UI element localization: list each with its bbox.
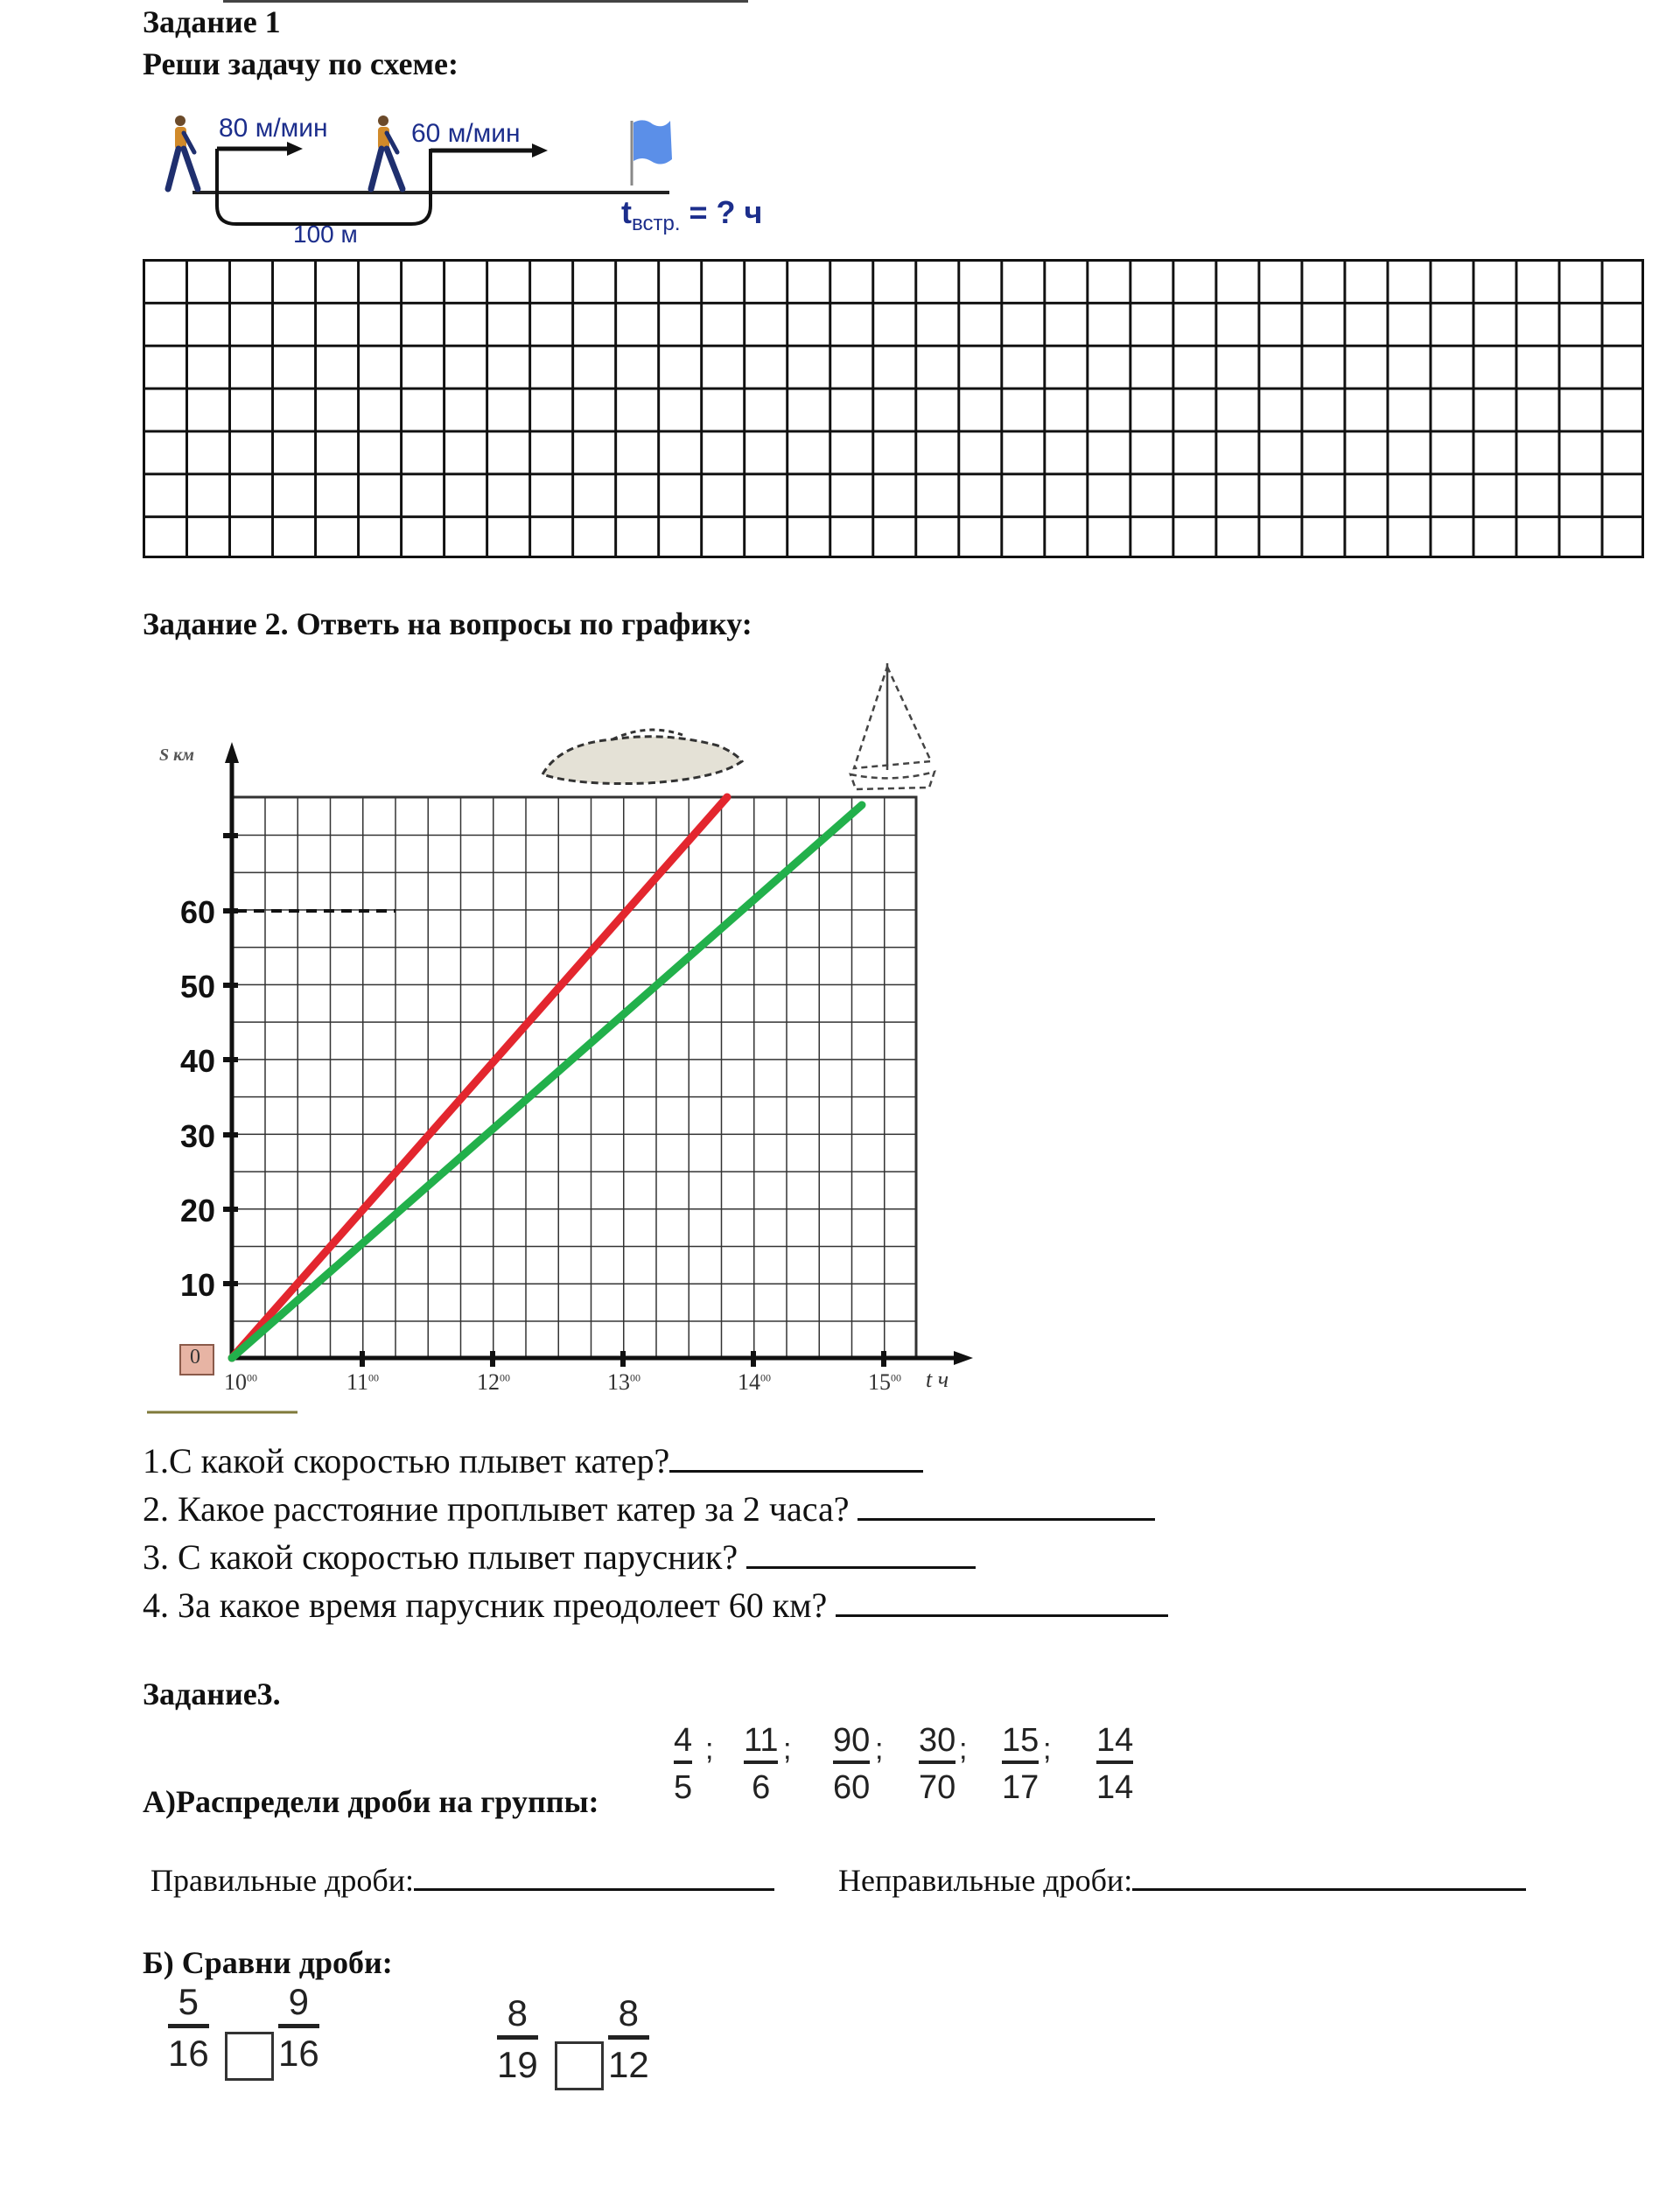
separator: ; xyxy=(705,1732,714,1766)
x-tick-hour: 11 xyxy=(346,1369,369,1395)
separator: ; xyxy=(959,1732,968,1766)
x-tick-hour: 13 xyxy=(607,1369,630,1395)
numerator: 8 xyxy=(618,1992,640,2034)
x-tick-min: 00 xyxy=(891,1371,901,1384)
task3-part-a-label: А)Распредели дроби на группы: xyxy=(143,1784,599,1819)
numerator: 9 xyxy=(288,1981,310,2022)
x-tick-1000 xyxy=(224,1369,257,1396)
improper-fractions-blank[interactable] xyxy=(1132,1862,1526,1891)
answer-4-blank[interactable] xyxy=(836,1585,1168,1617)
x-axis-label: t ч xyxy=(926,1367,949,1392)
denominator: 17 xyxy=(1002,1769,1040,1806)
task2-title: Задание 2. Ответь на вопросы по графику: xyxy=(143,606,752,641)
y-tick-40: 40 xyxy=(180,1043,216,1079)
numerator: 11 xyxy=(744,1722,779,1759)
separator: ; xyxy=(783,1732,792,1766)
numerator: 15 xyxy=(1002,1722,1040,1759)
x-tick-hour: 12 xyxy=(477,1369,500,1395)
answer-grid[interactable] xyxy=(143,259,1644,558)
denominator: 60 xyxy=(833,1769,871,1806)
x-tick-1500 xyxy=(868,1369,901,1396)
x-tick-hour: 10 xyxy=(224,1369,247,1395)
distance-time-chart xyxy=(140,656,980,1418)
compare-2-sign-box[interactable] xyxy=(555,2041,604,2090)
chart-svg xyxy=(140,656,980,1418)
numerator: 5 xyxy=(178,1981,200,2022)
top-answer-line xyxy=(223,0,748,3)
denominator: 12 xyxy=(608,2044,649,2085)
motorboat-icon xyxy=(542,730,742,784)
speed-1-label: 80 м/мин xyxy=(219,114,328,143)
numerator: 14 xyxy=(1096,1722,1134,1759)
question-1 xyxy=(143,1440,923,1481)
compare-1-right-fraction xyxy=(278,1981,332,2074)
proper-fractions-row xyxy=(150,1862,774,1899)
question-1-text: 1.С какой скоростью плывет катер? xyxy=(143,1441,670,1480)
fraction-15-17 xyxy=(1002,1724,1039,1804)
improper-fractions-row xyxy=(838,1862,1526,1899)
question-3-text: 3. С какой скоростью плывет парусник? xyxy=(143,1537,738,1577)
denominator: 70 xyxy=(919,1769,956,1806)
x-tick-hour: 14 xyxy=(738,1369,760,1395)
flag-icon xyxy=(632,120,672,186)
question-rest: = ? ч xyxy=(689,194,763,230)
t-subscript: встр. xyxy=(632,212,681,236)
x-tick-min: 00 xyxy=(247,1371,257,1384)
fraction-14-14 xyxy=(1096,1724,1133,1804)
meeting-time-question xyxy=(621,194,762,236)
y-tick-30: 30 xyxy=(180,1118,216,1154)
walker-1-icon xyxy=(168,116,198,189)
question-2 xyxy=(143,1488,1155,1530)
sailboat-icon xyxy=(850,663,934,789)
numerator: 8 xyxy=(507,1992,528,2034)
compare-2-right-fraction xyxy=(608,1992,649,2085)
fraction-90-60 xyxy=(833,1724,870,1804)
fraction-30-70 xyxy=(919,1724,956,1804)
compare-1-left-fraction xyxy=(168,1981,209,2074)
x-tick-1300 xyxy=(607,1369,640,1396)
denominator: 16 xyxy=(168,2033,209,2074)
x-tick-1200 xyxy=(477,1369,510,1396)
improper-fractions-label: Неправильные дроби: xyxy=(838,1863,1133,1898)
denominator: 19 xyxy=(497,2044,538,2085)
x-tick-min: 00 xyxy=(500,1371,510,1384)
separator: ; xyxy=(875,1732,884,1766)
question-3 xyxy=(143,1536,976,1578)
meeting-scheme-diagram xyxy=(149,105,831,254)
x-tick-min: 00 xyxy=(630,1371,640,1384)
fraction-11-6 xyxy=(744,1724,778,1804)
task3-title: Задание3. xyxy=(143,1676,281,1712)
y-tick-60: 60 xyxy=(180,894,216,930)
proper-fractions-label: Правильные дроби: xyxy=(150,1863,414,1898)
denominator: 5 xyxy=(674,1769,693,1806)
question-4 xyxy=(143,1585,1168,1626)
denominator: 6 xyxy=(752,1769,771,1806)
answer-2-blank[interactable] xyxy=(858,1488,1155,1521)
proper-fractions-blank[interactable] xyxy=(414,1862,774,1891)
answer-1-blank[interactable] xyxy=(669,1440,923,1473)
fraction-4-5 xyxy=(674,1724,692,1804)
denominator: 16 xyxy=(278,2033,319,2074)
y-axis-label: S км xyxy=(159,746,194,765)
t-symbol: t xyxy=(621,194,632,230)
task1-title: Задание 1 xyxy=(143,4,281,39)
origin-label: 0 xyxy=(190,1346,200,1368)
compare-2-left-fraction xyxy=(497,1992,538,2085)
x-tick-min: 00 xyxy=(368,1371,380,1384)
numerator: 30 xyxy=(919,1722,956,1759)
numerator: 4 xyxy=(674,1722,693,1759)
denominator: 14 xyxy=(1096,1769,1134,1806)
answer-3-blank[interactable] xyxy=(746,1536,976,1569)
numerator: 90 xyxy=(833,1722,871,1759)
y-tick-50: 50 xyxy=(180,969,216,1004)
x-tick-1400 xyxy=(738,1369,771,1396)
task3-part-b-label: Б) Сравни дроби: xyxy=(143,1945,393,1980)
y-tick-20: 20 xyxy=(180,1193,216,1228)
x-tick-1100 xyxy=(346,1369,379,1396)
question-4-text: 4. За какое время парусник преодолеет 60 км? xyxy=(143,1586,828,1625)
task1-subtitle: Реши задачу по схеме: xyxy=(143,46,458,81)
x-tick-min: 00 xyxy=(760,1371,771,1384)
speed-2-label: 60 м/мин xyxy=(411,119,521,148)
y-tick-10: 10 xyxy=(180,1267,216,1303)
x-tick-hour: 15 xyxy=(868,1369,891,1395)
compare-1-sign-box[interactable] xyxy=(225,2032,274,2081)
separator: ; xyxy=(1043,1732,1052,1766)
question-2-text: 2. Какое расстояние проплывет катер за 2 часа? xyxy=(143,1489,850,1529)
walker-2-icon xyxy=(371,116,402,189)
distance-label: 100 м xyxy=(293,220,358,248)
